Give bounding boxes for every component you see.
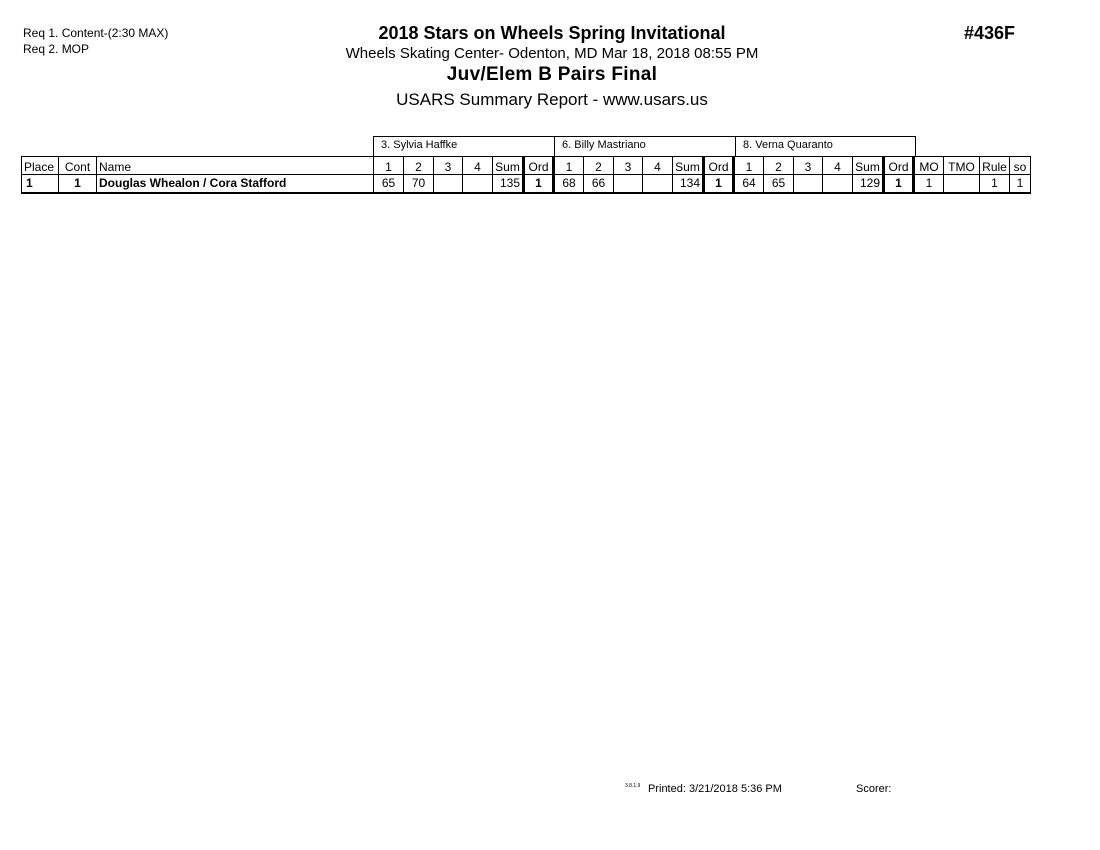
cont-cell: 1 xyxy=(59,175,97,193)
judge2-ord: 1 xyxy=(704,175,734,193)
judge1-score1: 65 xyxy=(374,175,404,193)
judge-header-3: 8. Verna Quaranto xyxy=(735,136,916,156)
judge2-score2: 66 xyxy=(584,175,614,193)
judge-header-1: 3. Sylvia Haffke xyxy=(373,136,554,156)
col-score: 4 xyxy=(643,157,673,175)
judge3-ord: 1 xyxy=(884,175,914,193)
event-title: Juv/Elem B Pairs Final xyxy=(446,64,658,85)
judge2-score4 xyxy=(643,175,673,193)
col-name: Name xyxy=(97,157,374,175)
place-cell: 1 xyxy=(22,175,59,193)
competition-title: 2018 Stars on Wheels Spring Invitational xyxy=(378,23,726,43)
judge-header-2: 6. Billy Mastriano xyxy=(554,136,735,156)
event-number: #436F xyxy=(964,23,1016,43)
col-ord: Ord xyxy=(884,157,914,175)
results-table xyxy=(21,156,1031,194)
col-so: so xyxy=(1010,157,1031,175)
col-score: 1 xyxy=(374,157,404,175)
judge1-score2: 70 xyxy=(404,175,434,193)
venue-date: Wheels Skating Center- Odenton, MD Mar 18, 2018 08:55 PM xyxy=(345,45,759,62)
judge2-sum: 134 xyxy=(673,175,704,193)
judge1-score3 xyxy=(434,175,463,193)
judge1-sum: 135 xyxy=(493,175,524,193)
header-row xyxy=(22,157,1031,175)
col-score: 2 xyxy=(764,157,794,175)
col-score: 1 xyxy=(554,157,584,175)
judge3-score1: 64 xyxy=(734,175,764,193)
tmo-cell xyxy=(944,175,980,193)
col-score: 3 xyxy=(434,157,463,175)
judge3-sum: 129 xyxy=(853,175,884,193)
col-rule: Rule xyxy=(980,157,1010,175)
so-cell: 1 xyxy=(1010,175,1031,193)
col-ord: Ord xyxy=(524,157,554,175)
judge1-ord: 1 xyxy=(524,175,554,193)
col-score: 2 xyxy=(404,157,434,175)
requirement-2: Req 2. MOP xyxy=(23,42,90,56)
col-place: Place xyxy=(22,157,59,175)
judge2-score3 xyxy=(614,175,643,193)
report-title: USARS Summary Report - www.usars.us xyxy=(396,90,708,109)
mo-cell: 1 xyxy=(914,175,944,193)
requirement-1: Req 1. Content-(2:30 MAX) xyxy=(23,26,169,40)
col-tmo: TMO xyxy=(944,157,980,175)
judge2-score1: 68 xyxy=(554,175,584,193)
judge3-score4 xyxy=(823,175,853,193)
version-number: 3.8.1.9 xyxy=(625,783,641,789)
col-mo: MO xyxy=(914,157,944,175)
judge1-score4 xyxy=(463,175,493,193)
skater-name: Douglas Whealon / Cora Stafford xyxy=(97,175,374,193)
col-score: 3 xyxy=(614,157,643,175)
judge3-score3 xyxy=(794,175,823,193)
col-score: 4 xyxy=(463,157,493,175)
scorer-label: Scorer: xyxy=(856,783,892,795)
col-score: 1 xyxy=(734,157,764,175)
col-score: 3 xyxy=(794,157,823,175)
rule-cell: 1 xyxy=(980,175,1010,193)
col-score: 4 xyxy=(823,157,853,175)
col-cont: Cont xyxy=(59,157,97,175)
col-sum: Sum xyxy=(853,157,884,175)
printed-timestamp: Printed: 3/21/2018 5:36 PM xyxy=(648,783,782,795)
col-sum: Sum xyxy=(673,157,704,175)
table-row xyxy=(22,175,1031,193)
col-sum: Sum xyxy=(493,157,524,175)
judge3-score2: 65 xyxy=(764,175,794,193)
col-ord: Ord xyxy=(704,157,734,175)
col-score: 2 xyxy=(584,157,614,175)
